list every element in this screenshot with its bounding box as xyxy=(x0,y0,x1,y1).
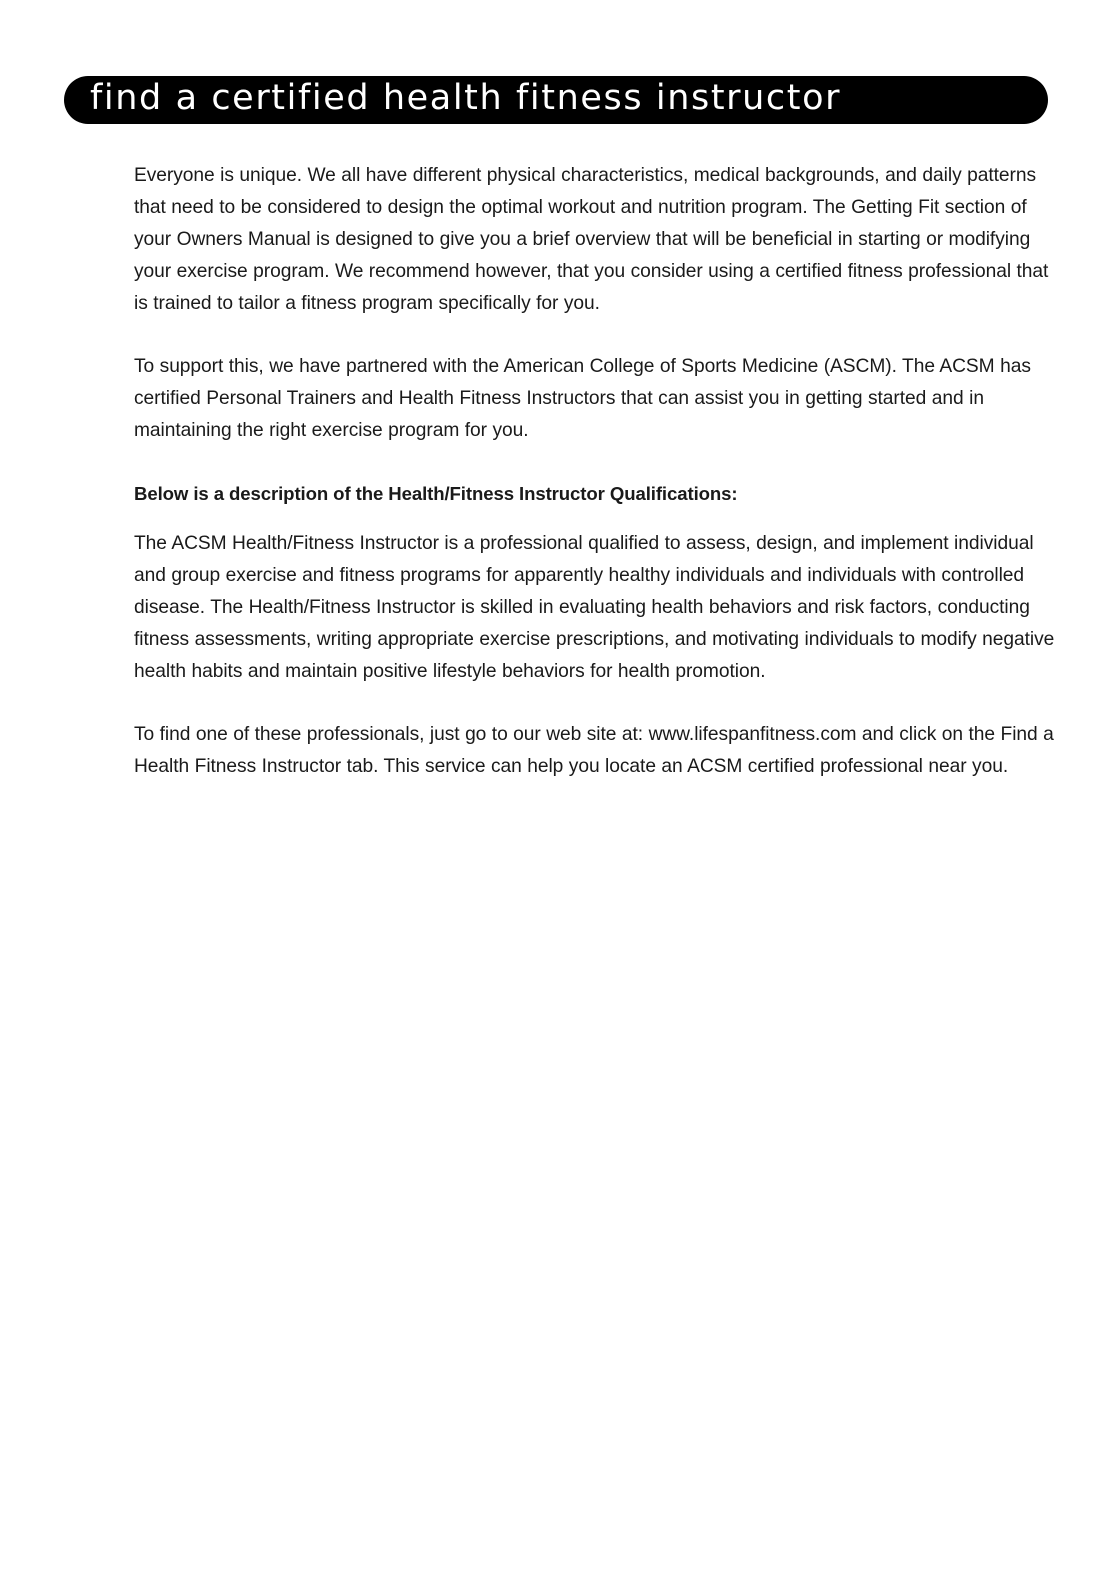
main-content xyxy=(134,160,1056,783)
qualifications-paragraph: The ACSM Health/Fitness Instructor is a professional qualified to assess, design, and implement individual and group exercise and fitness programs for apparently healthy individuals and individuals with controlled disease. The Health/Fitness Instructor is skilled in evaluating health behaviors and risk factors, conducting fitness assessments, writing appropriate exercise prescriptions, and motivating individuals to modify negative health habits and maintain positive lifestyle behaviors for health promotion. xyxy=(134,533,1055,682)
section-title-bar xyxy=(64,76,1048,124)
intro-paragraph: Everyone is unique. We all have different physical characteristics, medical backgrounds, and daily patterns that need to be considered to design the optimal workout and nutrition program. The Getting Fit section of your Owners Manual is designed to give you a brief overview that will be beneficial in starting or modifying your exercise program. We recommend however, that you consider using a certified fitness professional that is trained to tailor a fitness program specifically for you. xyxy=(134,165,1049,314)
section-title: find a certified health fitness instructor xyxy=(90,77,842,118)
find-professional-paragraph: To find one of these professionals, just go to our web site at: www.lifespanfitness.com and click on the Find a Health Fitness Instructor tab. This service can help you locate an ACSM certified professional near you. xyxy=(134,724,1054,777)
partnership-paragraph: To support this, we have partnered with the American College of Sports Medicine (ASCM). The ACSM has certified Personal Trainers and Health Fitness Instructors that can assist you in getting started and in maintaining the right exercise program for you. xyxy=(134,356,1031,441)
qualifications-heading: Below is a description of the Health/Fitness Instructor Qualifications: xyxy=(134,483,738,504)
